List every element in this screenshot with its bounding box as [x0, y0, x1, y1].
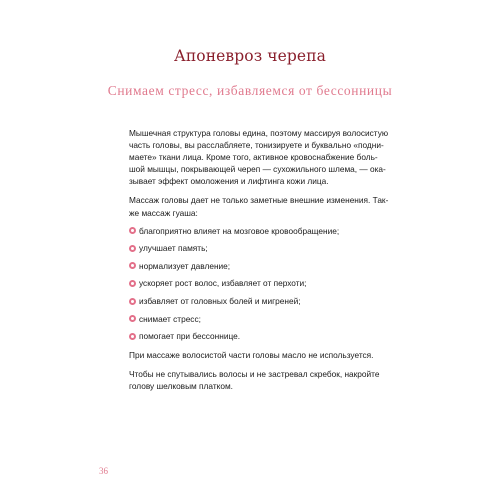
- circle-bullet-icon: [129, 227, 136, 234]
- list-item: [129, 242, 399, 254]
- circle-bullet-icon: [129, 333, 136, 340]
- list-item-text: помогает при бессоннице.: [139, 331, 241, 342]
- list-item-text: снимает стресс;: [139, 313, 201, 324]
- text-line: шой мышцы, покрывающей череп — сухожильного шлема, — ока-: [129, 164, 386, 175]
- list-item-text: избавляет от головных болей и мигреней;: [139, 296, 301, 307]
- benefits-intro-paragraph: [129, 194, 399, 218]
- text-line: Массаж головы дает не только заметные внешние изменения. Так-: [129, 195, 389, 206]
- list-item-text: улучшает память;: [139, 243, 208, 254]
- text-line: Мышечная структура головы едина, поэтому массируя волосистую: [129, 128, 389, 138]
- list-item: [129, 225, 399, 237]
- circle-bullet-icon: [129, 315, 136, 322]
- circle-bullet-icon: [129, 262, 136, 269]
- body-text: [129, 127, 399, 392]
- text-line: При массаже волосистой части головы масло не используется.: [129, 349, 374, 360]
- final-paragraph: [129, 368, 399, 392]
- oil-note-paragraph: [129, 349, 399, 361]
- list-item: [129, 313, 399, 325]
- page-subtitle: Снимаем стресс, избавляемся от бессонницы: [107, 83, 393, 98]
- list-item: [129, 260, 399, 272]
- list-item-text: ускоряет рост волос, избавляет от перхоти;: [139, 278, 307, 289]
- list-item: [129, 330, 399, 342]
- circle-bullet-icon: [129, 245, 136, 252]
- list-item: [129, 277, 399, 289]
- text-line: зывает эффект омоложения и лифтинга кожи лица.: [129, 176, 329, 187]
- page-number: 36: [99, 466, 108, 476]
- benefits-list: [129, 225, 399, 343]
- list-item: [129, 295, 399, 307]
- text-line: часть головы, вы расслабляете, тонизируете и буквально «подни-: [129, 140, 384, 151]
- list-item-text: благоприятно влияет на мозговое кровообращение;: [139, 225, 340, 236]
- list-item-text: нормализует давление;: [139, 260, 231, 271]
- circle-bullet-icon: [129, 280, 136, 287]
- text-line: маете» ткани лица. Кроме того, активное кровоснабжение боль-: [129, 152, 378, 163]
- circle-bullet-icon: [129, 298, 136, 305]
- intro-paragraph: [129, 127, 399, 187]
- text-line: голову шелковым платком.: [129, 381, 233, 391]
- text-line: же массаж гуаша:: [129, 207, 198, 218]
- text-line: Чтобы не спутывались волосы и не застревал скребок, накройте: [129, 368, 380, 379]
- page-title: Апоневроз черепа: [174, 47, 326, 65]
